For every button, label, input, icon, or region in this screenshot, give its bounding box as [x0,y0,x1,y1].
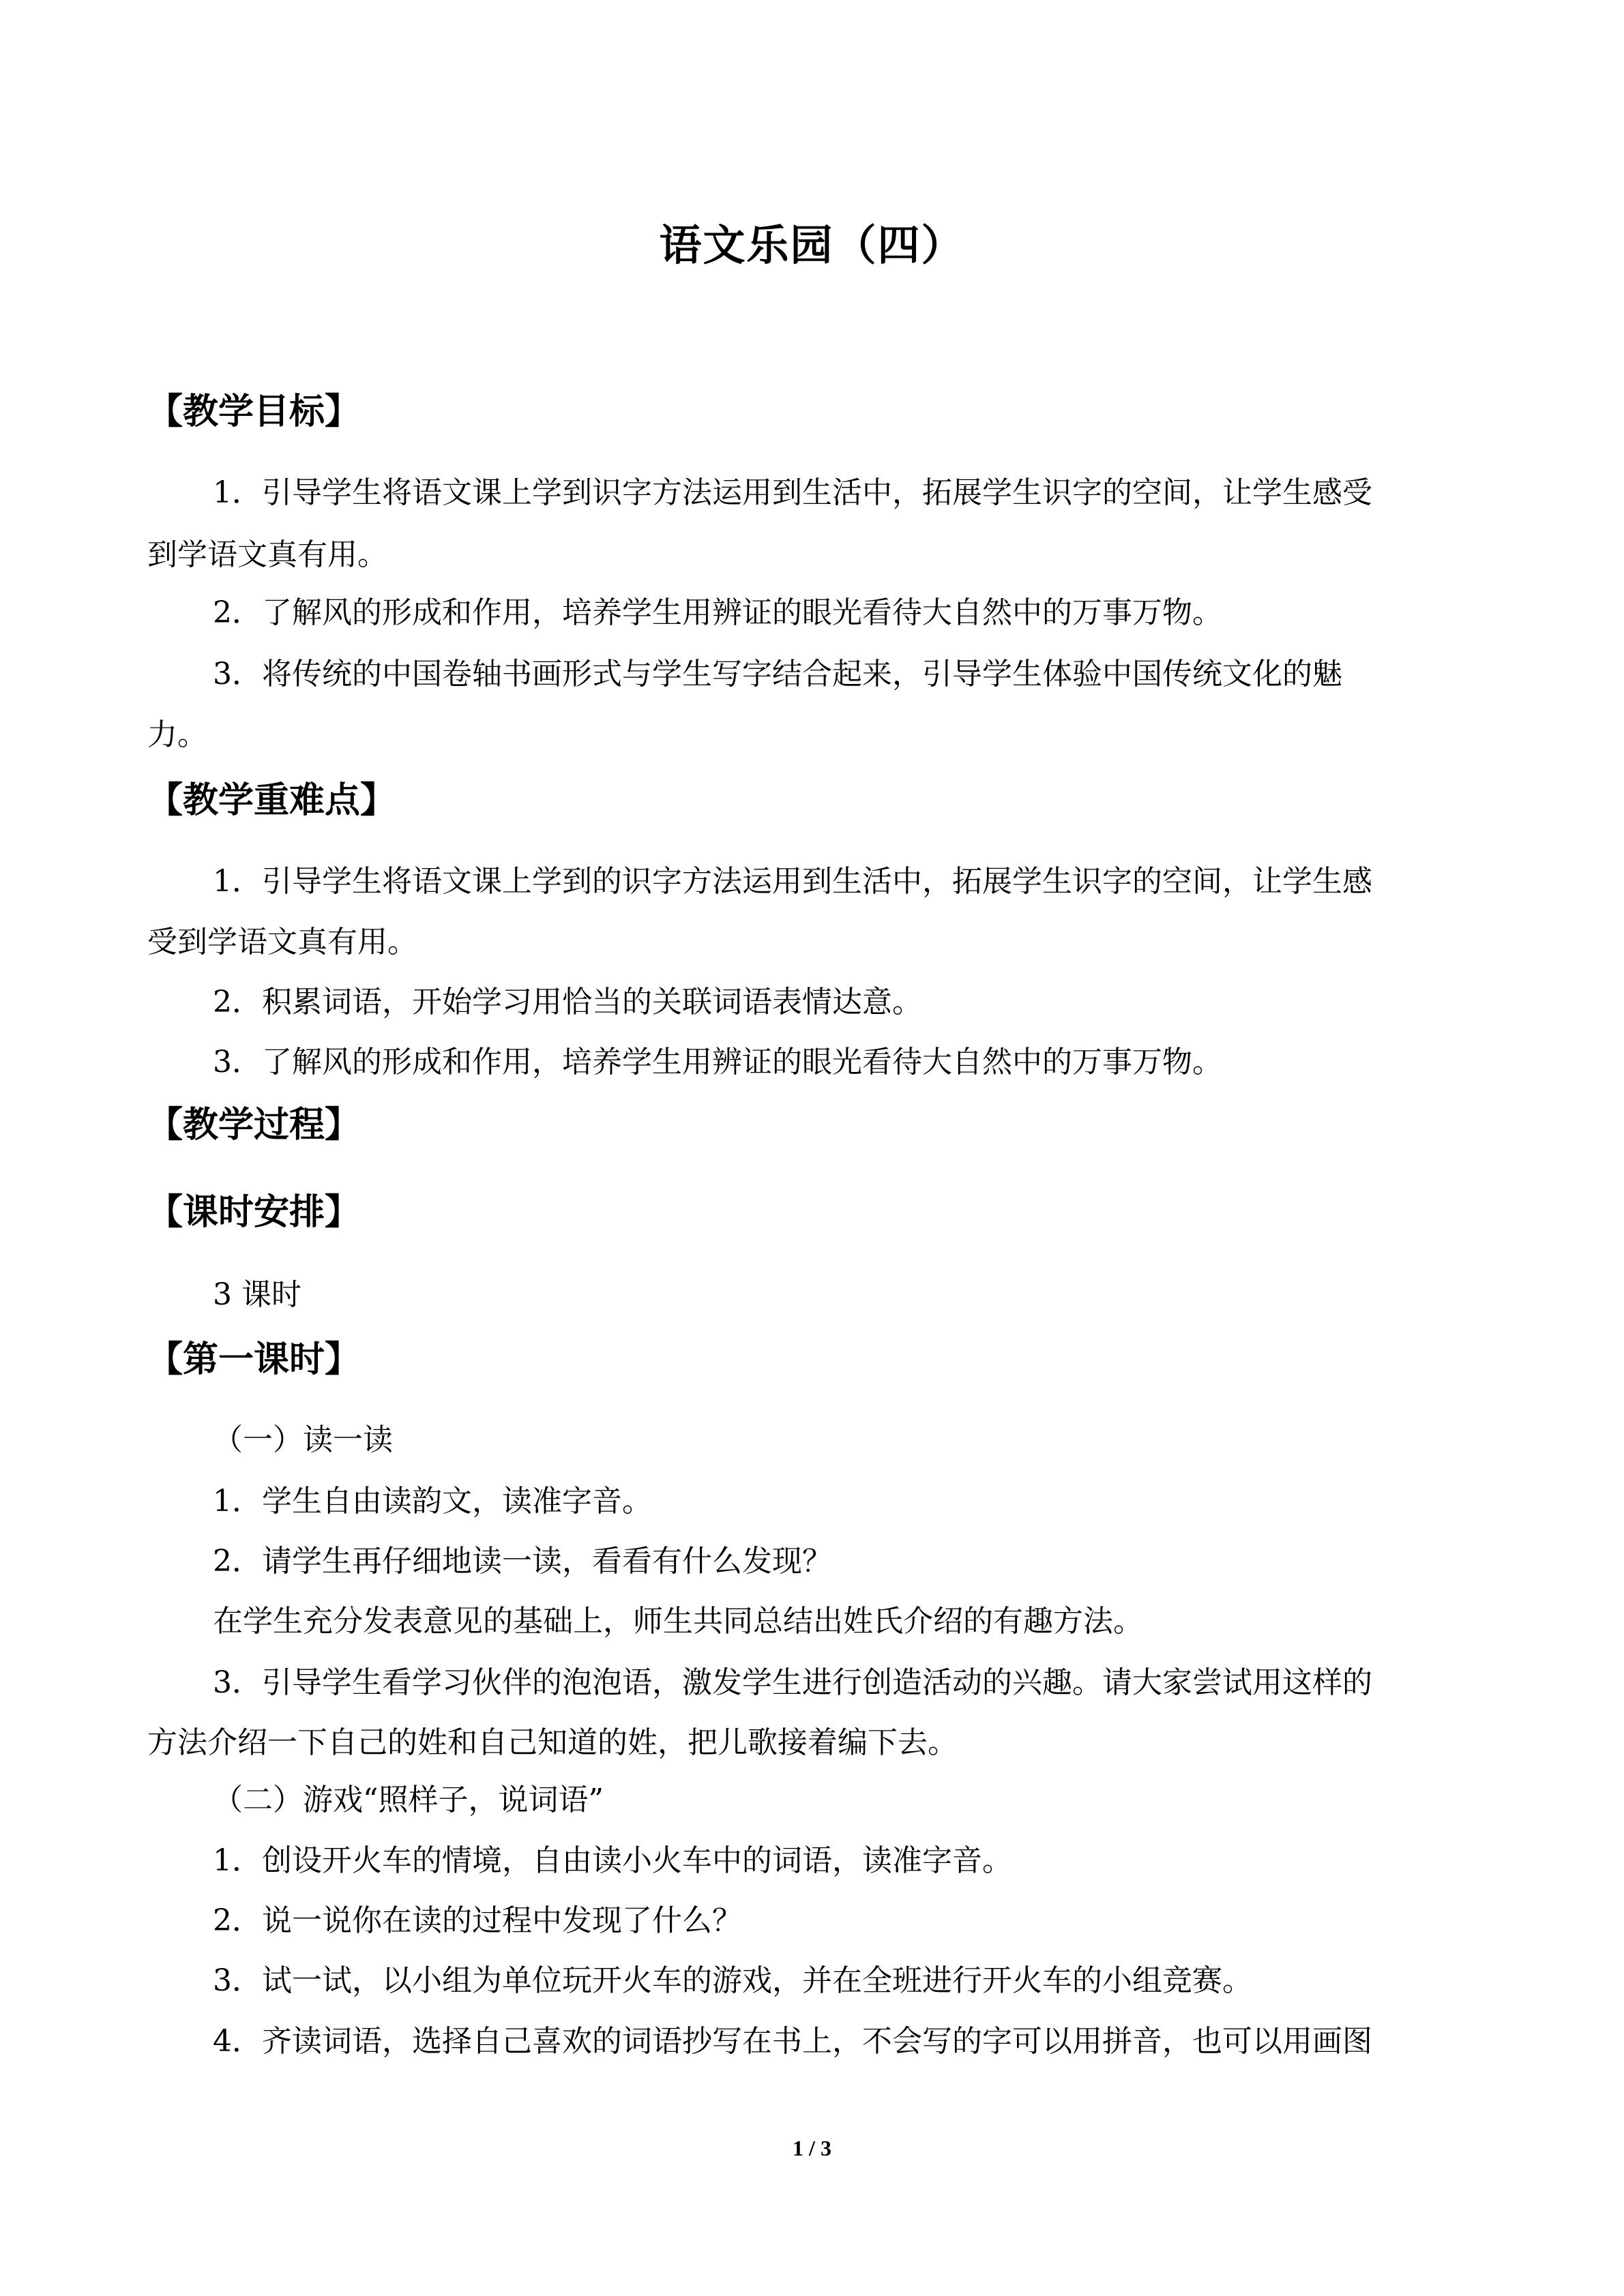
schedule-text: 3 课时 [213,1277,301,1312]
lesson1-game-step-2: 2．说一说你在读的过程中发现了什么？ [213,1903,742,1938]
key-point-1-line-1: 1．引导学生将语文课上学到的识字方法运用到生活中，拓展学生识字的空间，让学生感 [213,864,1372,899]
lesson1-step-2: 2．请学生再仔细地读一读，看看有什么发现？ [213,1544,832,1579]
lesson1-step-1: 1．学生自由读韵文，读准字音。 [213,1484,652,1519]
page-number: 1 / 3 [793,2136,831,2160]
goal-3-line-2: 力。 [147,717,207,752]
goal-3-line-1: 3．将传统的中国卷轴书画形式与学生写字结合起来，引导学生体验中国传统文化的魅 [213,657,1342,691]
lesson1-game-step-1: 1．创设开火车的情境，自由读小火车中的词语，读准字音。 [213,1843,1012,1878]
lesson1-part2-title: （二）游戏“照样子，说词语” [213,1783,604,1817]
lesson1-part1-title: （一）读一读 [213,1422,393,1457]
document-title: 语文乐园（四） [659,220,965,270]
key-point-3: 3．了解风的形成和作用，培养学生用辨证的眼光看待大自然中的万事万物。 [213,1045,1222,1079]
heading-teaching-process: 【教学过程】 [147,1104,361,1146]
lesson1-step-3-line-1: 3．引导学生看学习伙伴的泡泡语，激发学生进行创造活动的兴趣。请大家尝试用这样的 [213,1665,1372,1700]
heading-lesson-1: 【第一课时】 [147,1339,361,1380]
lesson1-summary: 在学生充分发表意见的基础上，师生共同总结出姓氏介绍的有趣方法。 [213,1604,1143,1639]
goal-1-line-1: 1．引导学生将语文课上学到识字方法运用到生活中，拓展学生识字的空间，让学生感受 [213,475,1372,510]
heading-teaching-goals: 【教学目标】 [147,391,361,432]
heading-key-points: 【教学重难点】 [147,779,396,821]
goal-1-line-2: 到学语文真有用。 [147,537,387,572]
lesson1-step-3-line-2: 方法介绍一下自己的姓和自己知道的姓，把儿歌接着编下去。 [147,1725,958,1760]
goal-2: 2．了解风的形成和作用，培养学生用辨证的眼光看待大自然中的万事万物。 [213,595,1222,630]
heading-schedule: 【课时安排】 [147,1191,361,1233]
lesson1-game-step-4: 4．齐读词语，选择自己喜欢的词语抄写在书上，不会写的字可以用拼音，也可以用画图 [213,2024,1372,2059]
key-point-2: 2．积累词语，开始学习用恰当的关联词语表情达意。 [213,985,922,1019]
key-point-1-line-2: 受到学语文真有用。 [147,925,417,959]
lesson1-game-step-3: 3．试一试，以小组为单位玩开火车的游戏，并在全班进行开火车的小组竞赛。 [213,1963,1252,1998]
